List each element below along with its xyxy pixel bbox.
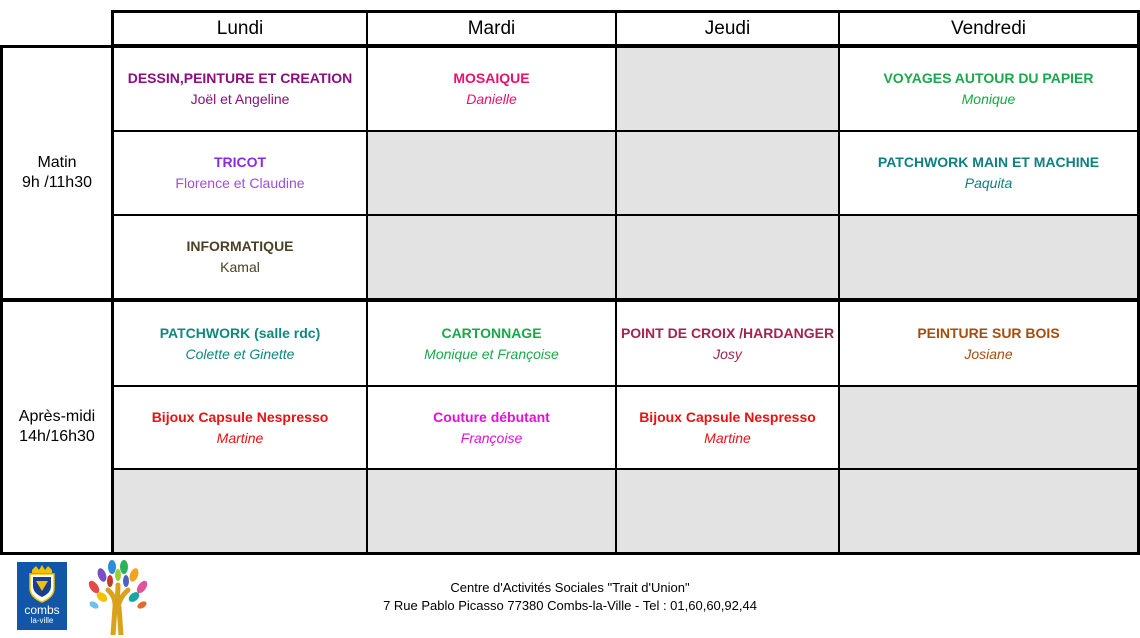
activity-title: PATCHWORK MAIN ET MACHINE [877, 154, 1100, 170]
activity-leader: Monique et Françoise [424, 345, 559, 362]
footer-address: 7 Rue Pablo Picasso 77380 Combs-la-Ville - Tel : 01,60,60,92,44 [383, 598, 757, 613]
activity-title: CARTONNAGE [441, 324, 542, 341]
slot-m3-lundi [113, 215, 367, 299]
slot-a3-jeudi [616, 469, 839, 553]
slot-a3-lundi [113, 469, 367, 553]
slot-a1-lundi [113, 301, 367, 386]
slot-a2-vendredi [839, 386, 1138, 469]
day-header-vendredi [839, 12, 1138, 45]
activity-leader: Josy [713, 345, 742, 362]
logo-subtext: la-ville [30, 616, 54, 625]
day-header-mardi [367, 12, 616, 45]
slot-m2-mardi [367, 131, 616, 215]
activity-leader: Françoise [460, 429, 523, 446]
slot-m2-vendredi [839, 131, 1138, 215]
activity-leader: Joël et Angeline [190, 91, 290, 107]
slot-a1-mardi [367, 301, 616, 386]
slot-m1-lundi [113, 47, 367, 131]
activity-leader: Martine [704, 429, 751, 446]
activity-leader: Paquita [964, 175, 1013, 191]
slot-m3-jeudi [616, 215, 839, 299]
slot-a3-mardi [367, 469, 616, 553]
slot-a1-vendredi [839, 301, 1138, 386]
activity-title: PATCHWORK (salle rdc) [159, 324, 321, 341]
activity-title: Bijoux Capsule Nespresso [639, 408, 816, 425]
activity-leader: Florence et Claudine [175, 175, 305, 191]
period-label: Matin [37, 154, 77, 171]
period-hours: 9h /11h30 [22, 174, 92, 191]
slot-a1-jeudi [616, 301, 839, 386]
logo-text: combs [24, 603, 60, 617]
day-label: Vendredi [950, 17, 1026, 39]
combs-la-ville-logo [17, 562, 67, 630]
day-header-lundi [113, 12, 367, 45]
activity-leader: Kamal [220, 259, 260, 275]
tree-logo-icon [80, 557, 156, 635]
slot-m3-mardi [367, 215, 616, 299]
slot-m1-mardi [367, 47, 616, 131]
slot-m3-vendredi [839, 215, 1138, 299]
day-header-jeudi [616, 12, 839, 45]
activity-title: Couture débutant [433, 408, 550, 425]
day-label: Mardi [467, 17, 516, 39]
activity-title: Bijoux Capsule Nespresso [151, 408, 329, 425]
slot-m1-vendredi [839, 47, 1138, 131]
slot-a2-jeudi [616, 386, 839, 469]
activity-title: DESSIN,PEINTURE ET CREATION [127, 70, 353, 86]
slot-m1-jeudi [616, 47, 839, 131]
period-morning [2, 47, 113, 299]
activity-leader: Josiane [964, 345, 1013, 362]
day-label: Lundi [216, 17, 264, 39]
period-hours: 14h/16h30 [19, 428, 95, 445]
activity-title: POINT DE CROIX /HARDANGER [620, 324, 835, 341]
activity-leader: Martine [216, 429, 264, 446]
slot-m2-lundi [113, 131, 367, 215]
activity-leader: Danielle [466, 91, 517, 107]
activity-title: VOYAGES AUTOUR DU PAPIER [883, 70, 1094, 86]
footer-center-name: Centre d'Activités Sociales "Trait d'Union" [450, 580, 690, 595]
activity-title: MOSAIQUE [453, 70, 530, 86]
activity-title: TRICOT [213, 154, 267, 170]
period-label: Après-midi [18, 408, 96, 425]
slot-a2-mardi [367, 386, 616, 469]
day-label: Jeudi [704, 17, 751, 39]
activity-leader: Colette et Ginette [185, 345, 295, 362]
slot-a2-lundi [113, 386, 367, 469]
activity-title: INFORMATIQUE [186, 238, 294, 254]
activity-leader: Monique [961, 91, 1016, 107]
slot-a3-vendredi [839, 469, 1138, 553]
activity-title: PEINTURE SUR BOIS [917, 324, 1060, 341]
period-afternoon [2, 301, 113, 553]
slot-m2-jeudi [616, 131, 839, 215]
